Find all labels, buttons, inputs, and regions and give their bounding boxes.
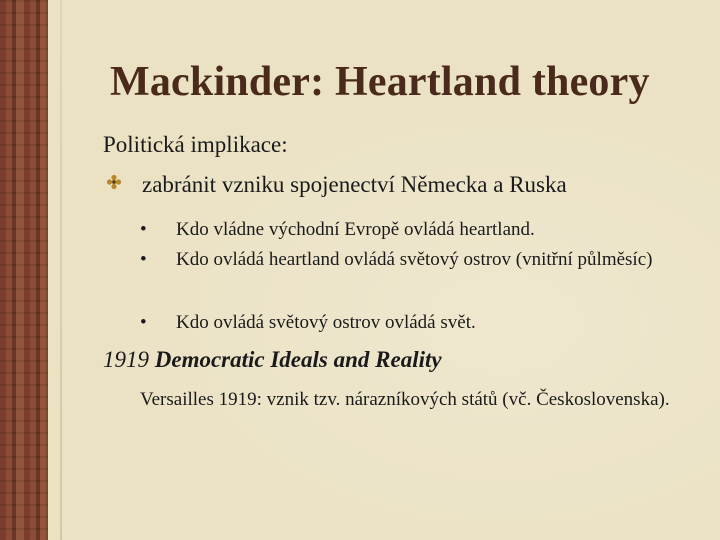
main-point: Politická implikace: <box>103 132 288 157</box>
list-item <box>140 248 700 272</box>
flower-bullet-icon <box>106 170 122 196</box>
section-year: 1919 <box>103 347 149 372</box>
list-item <box>140 311 700 335</box>
divider-line <box>60 0 62 540</box>
subpoint-row <box>106 172 567 198</box>
list-item <box>140 218 700 242</box>
section-heading <box>103 347 442 373</box>
list-item-text: Kdo ovládá heartland ovládá světový ostrov (vnitřní půlměsíc) <box>176 249 653 270</box>
section-title: Democratic Ideals and Reality <box>154 347 442 372</box>
list-item-text: Kdo vládne východní Evropě ovládá heartland. <box>176 219 535 240</box>
paragraph: Versailles 1919: vznik tzv. nárazníkových států (vč. Československa). <box>140 389 670 410</box>
list-item-text: Kdo ovládá světový ostrov ovládá svět. <box>176 312 476 333</box>
slide-title: Mackinder: Heartland theory <box>110 59 650 105</box>
decorative-side-strip <box>0 0 48 540</box>
bullet-dot: • <box>140 249 147 270</box>
subpoint-text: zabránit vzniku spojenectví Německa a Ruska <box>142 172 567 197</box>
bullet-dot: • <box>140 219 147 240</box>
bullet-dot: • <box>140 312 147 333</box>
